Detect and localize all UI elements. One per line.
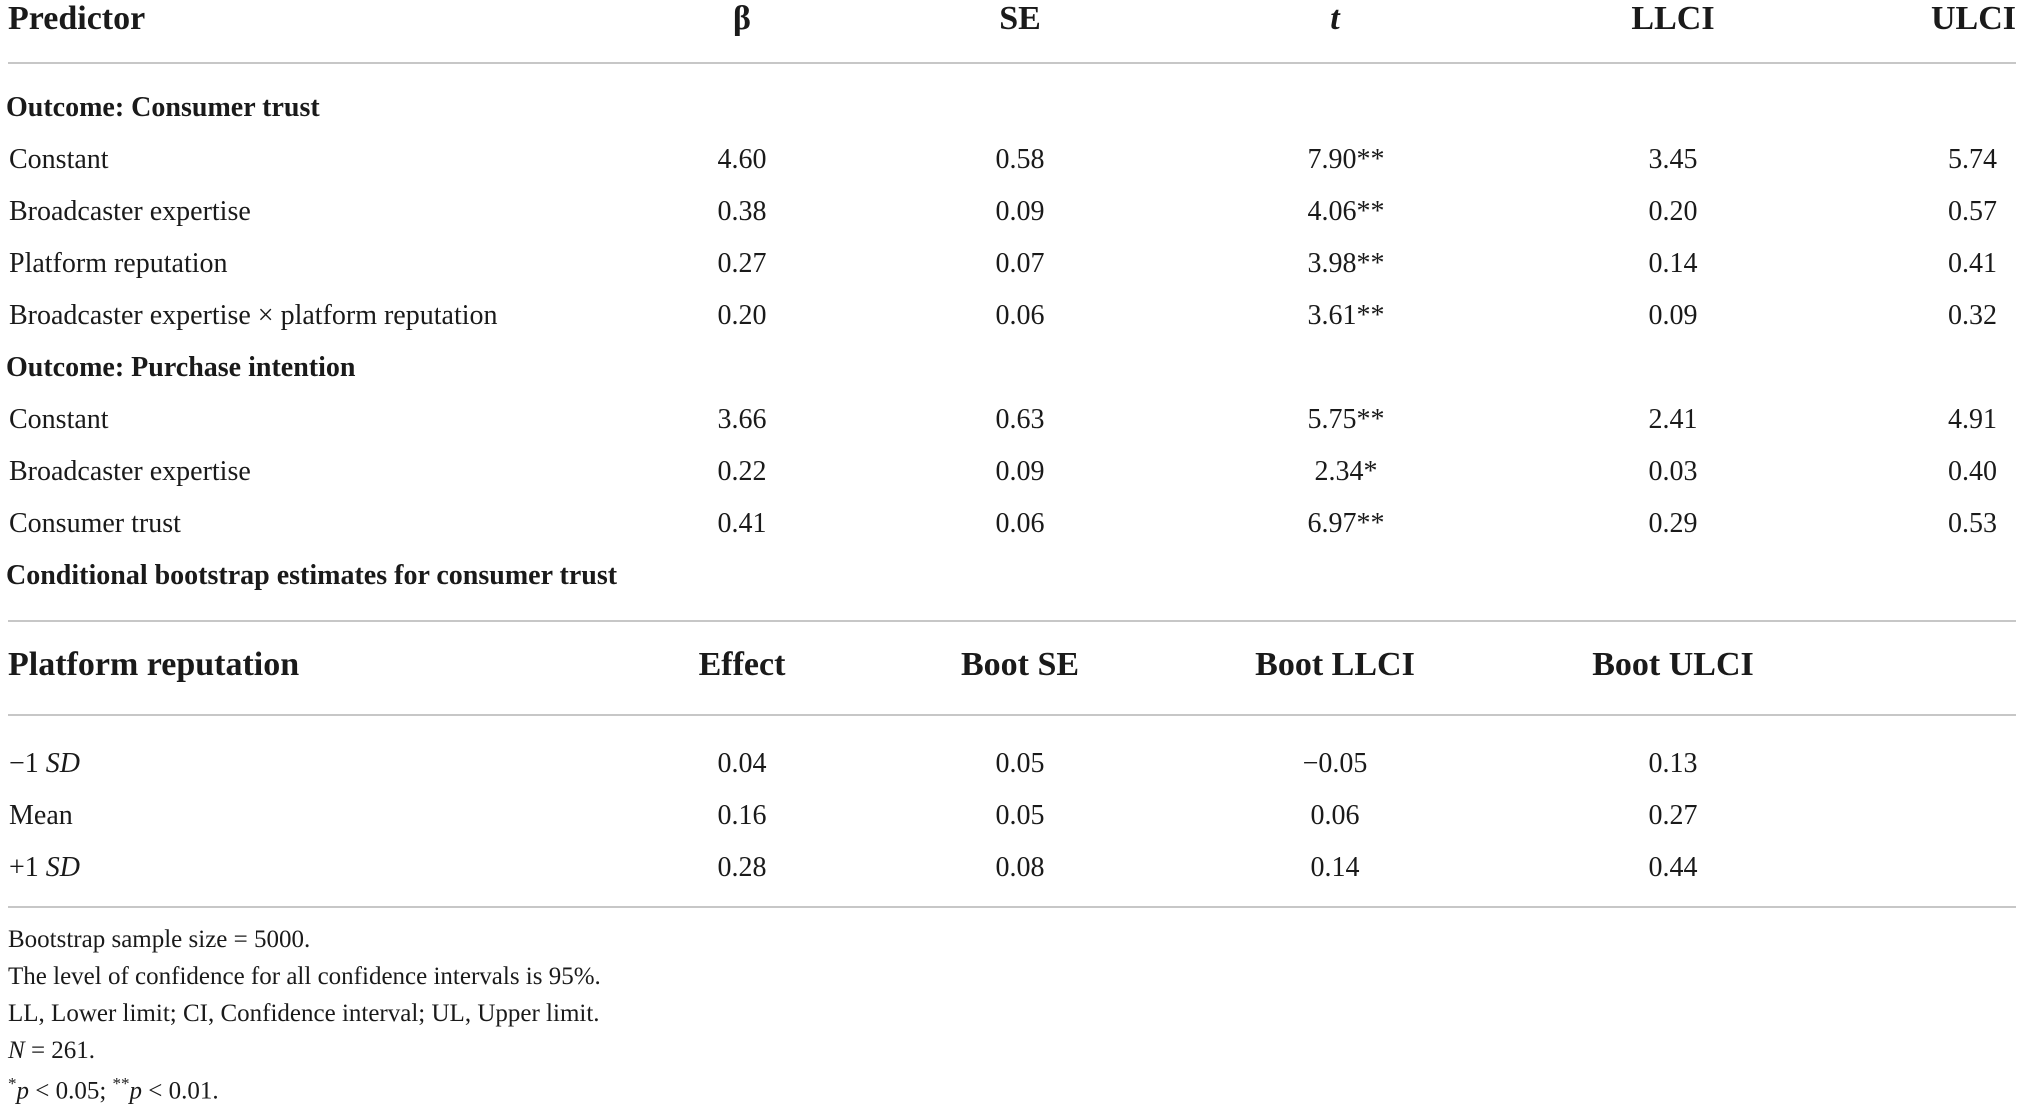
row-label: Broadcaster expertise (9, 456, 251, 487)
table-bottom-rule (8, 906, 2016, 908)
cell-t: 2.34* (1314, 456, 1378, 487)
row-label: +1 SD (9, 852, 81, 883)
cell-effect: 0.28 (717, 852, 767, 883)
cell-boot-llci: 0.14 (1310, 852, 1360, 883)
cell-beta: 4.60 (717, 144, 767, 175)
cell-se: 0.06 (995, 300, 1045, 331)
cell-t: 7.90** (1307, 144, 1385, 175)
cell-beta: 3.66 (717, 404, 767, 435)
cell-se: 0.09 (995, 456, 1045, 487)
col-header-boot-llci: Boot LLCI (1255, 646, 1415, 683)
cell-se: 0.58 (995, 144, 1045, 175)
cell-ulci: 0.32 (1948, 300, 1997, 331)
cell-llci: 0.03 (1648, 456, 1698, 487)
footnotes (8, 926, 1608, 1106)
col-header-llci: LLCI (1631, 0, 1715, 37)
cell-t: 4.06** (1307, 196, 1385, 227)
row-label: Constant (9, 144, 109, 175)
row-label: −1 SD (9, 748, 81, 779)
header-rule (8, 62, 2016, 64)
cell-effect: 0.04 (717, 748, 767, 779)
row-label: Platform reputation (9, 248, 228, 279)
footnote-significance: *p < 0.05; **p < 0.01. (8, 1074, 219, 1105)
cell-beta: 0.41 (717, 508, 767, 539)
cell-t: 6.97** (1307, 508, 1385, 539)
col-header-ulci: ULCI (1930, 0, 2016, 37)
cell-ulci: 0.57 (1948, 196, 1997, 227)
cell-ulci: 4.91 (1948, 404, 1997, 435)
table2-header-row (0, 646, 2022, 686)
cell-effect: 0.16 (717, 800, 767, 831)
cell-beta: 0.22 (717, 456, 767, 487)
cell-ulci: 0.41 (1948, 248, 1997, 279)
row-label: Broadcaster expertise (9, 196, 251, 227)
section-rule (8, 620, 2016, 622)
col-header-platform-reputation: Platform reputation (8, 646, 300, 683)
footnote-bootstrap-size: Bootstrap sample size = 5000. (8, 926, 311, 953)
cell-boot-ulci: 0.27 (1648, 800, 1698, 831)
cell-llci: 0.14 (1648, 248, 1698, 279)
footnote-abbreviations: LL, Lower limit; CI, Confidence interval; UL, Upper limit. (8, 1000, 600, 1027)
cell-t: 3.61** (1307, 300, 1385, 331)
cell-boot-llci: 0.06 (1310, 800, 1360, 831)
cell-t: 5.75** (1307, 404, 1385, 435)
cell-llci: 0.09 (1648, 300, 1698, 331)
col-header-beta: β (733, 0, 751, 37)
cell-t: 3.98** (1307, 248, 1385, 279)
footnote-confidence-level: The level of confidence for all confidence intervals is 95%. (8, 963, 601, 990)
footnote-sample-n: N = 261. (8, 1037, 96, 1064)
cell-boot-llci: −0.05 (1302, 748, 1368, 779)
col-header-se: SE (999, 0, 1041, 37)
cell-boot-se: 0.05 (995, 800, 1045, 831)
row-label: Broadcaster expertise × platform reputation (9, 300, 498, 331)
cell-ulci: 0.53 (1948, 508, 1997, 539)
cell-beta: 0.38 (717, 196, 767, 227)
cell-llci: 3.45 (1648, 144, 1698, 175)
col-header-boot-ulci: Boot ULCI (1592, 646, 1754, 683)
col-header-boot-se: Boot SE (960, 646, 1080, 683)
cell-beta: 0.27 (717, 248, 767, 279)
cell-llci: 2.41 (1648, 404, 1698, 435)
col-header-predictor: Predictor (8, 0, 146, 37)
cell-beta: 0.20 (717, 300, 767, 331)
cell-llci: 0.20 (1648, 196, 1698, 227)
row-label: Mean (9, 800, 73, 831)
cell-se: 0.63 (995, 404, 1045, 435)
cell-se: 0.07 (995, 248, 1045, 279)
header-rule (8, 714, 2016, 716)
cell-boot-ulci: 0.13 (1648, 748, 1698, 779)
row-label: Constant (9, 404, 109, 435)
cell-llci: 0.29 (1648, 508, 1698, 539)
row-label: Consumer trust (9, 508, 181, 539)
cell-ulci: 0.40 (1948, 456, 1997, 487)
cell-boot-se: 0.05 (995, 748, 1045, 779)
table1-header-row (0, 0, 2022, 40)
cell-boot-se: 0.08 (995, 852, 1045, 883)
col-header-effect: Effect (698, 646, 786, 683)
col-header-t: t (1330, 0, 1340, 37)
cell-se: 0.09 (995, 196, 1045, 227)
cell-boot-ulci: 0.44 (1648, 852, 1698, 883)
cell-ulci: 5.74 (1948, 144, 1997, 175)
cell-se: 0.06 (995, 508, 1045, 539)
